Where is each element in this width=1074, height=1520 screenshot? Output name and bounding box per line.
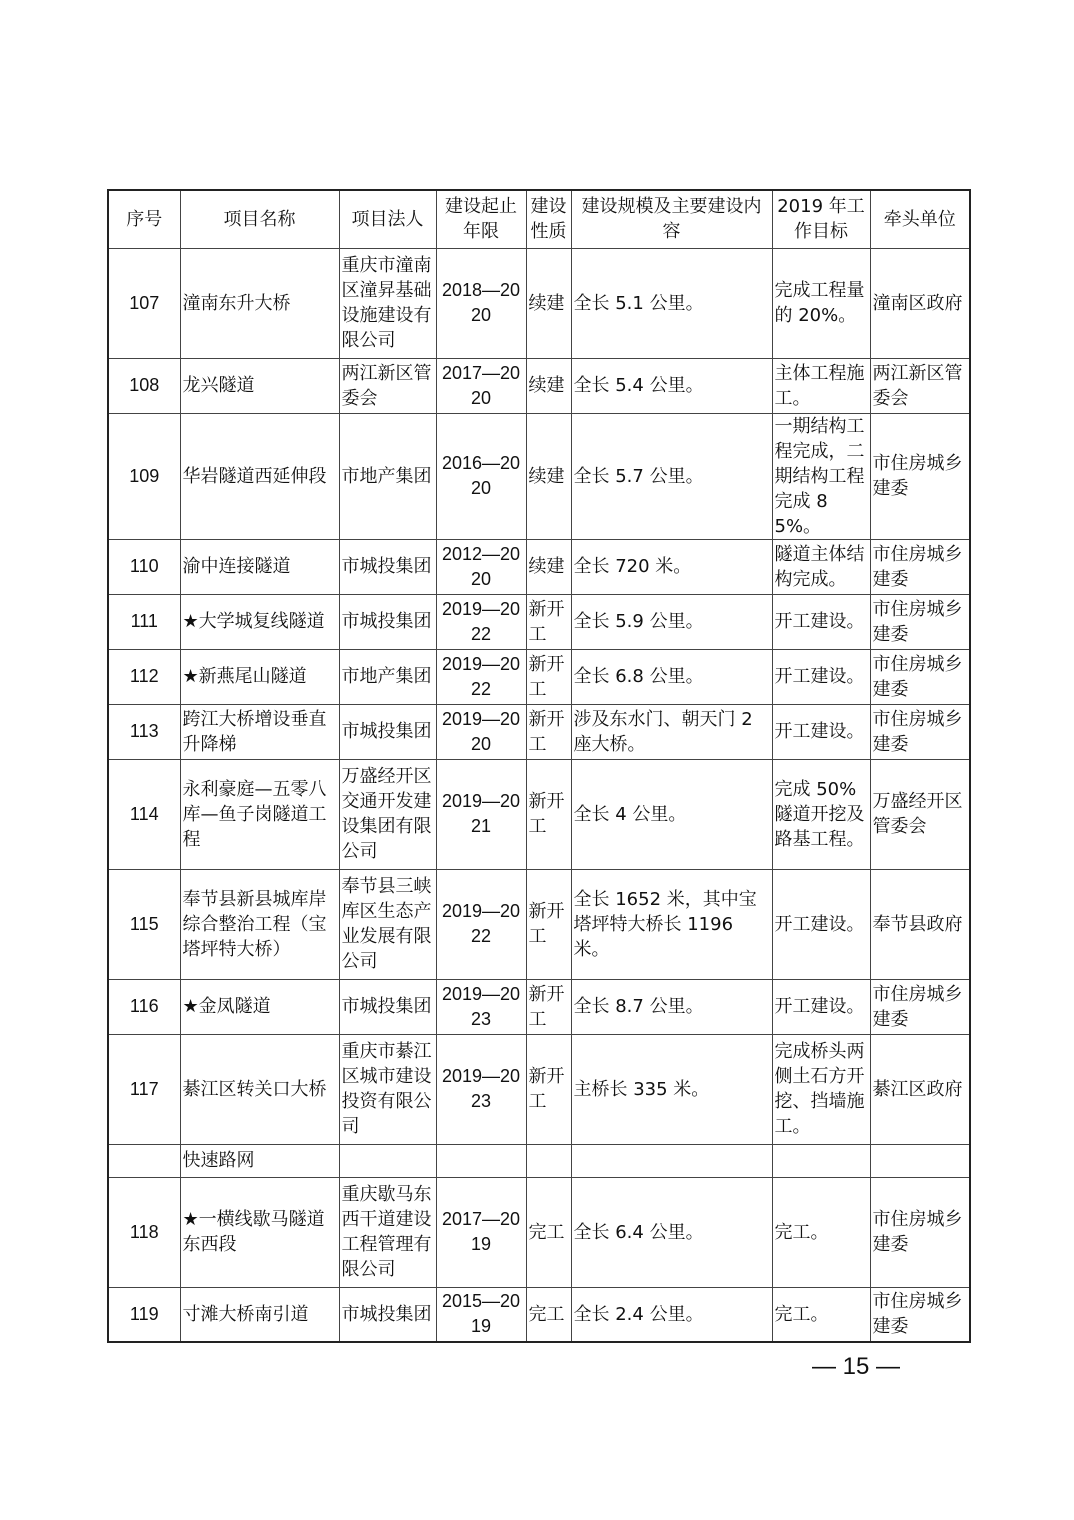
header-cell-name: 项目名称 [180,190,339,248]
cell-owner: 市城投集团 [339,704,436,759]
cell-type: 新开工 [526,594,571,649]
cell-owner: 万盛经开区交通开发建设集团有限公司 [339,759,436,869]
cell-years: 2015—2019 [436,1287,526,1342]
cell-lead: 市住房城乡建委 [870,413,970,539]
project-table [107,189,971,1343]
cell-type [526,1144,571,1177]
cell-goal [772,1144,870,1177]
table-row [108,1177,970,1287]
cell-name: ★金凤隧道 [180,979,339,1034]
cell-name: 綦江区转关口大桥 [180,1034,339,1144]
table-row [108,1287,970,1342]
cell-goal: 完成工程量的 20%。 [772,248,870,358]
cell-goal: 开工建设。 [772,594,870,649]
header-cell-years: 建设起止年限 [436,190,526,248]
header-cell-owner: 项目法人 [339,190,436,248]
cell-type: 新开工 [526,1034,571,1144]
table-row [108,649,970,704]
cell-scope: 主桥长 335 米。 [571,1034,772,1144]
cell-name: 奉节县新县城库岸综合整治工程（宝塔坪特大桥） [180,869,339,979]
cell-type: 完工 [526,1177,571,1287]
cell-goal: 开工建设。 [772,704,870,759]
table-row [108,1144,970,1177]
cell-lead: 市住房城乡建委 [870,1287,970,1342]
cell-years: 2019—2022 [436,594,526,649]
cell-goal: 完工。 [772,1287,870,1342]
cell-no: 116 [108,979,180,1034]
cell-lead: 市住房城乡建委 [870,594,970,649]
cell-goal: 完成 50%隧道开挖及路基工程。 [772,759,870,869]
page-number: — 15 — [811,1353,901,1380]
cell-lead: 潼南区政府 [870,248,970,358]
header-cell-no: 序号 [108,190,180,248]
table-row [108,704,970,759]
cell-lead: 綦江区政府 [870,1034,970,1144]
cell-years: 2016—2020 [436,413,526,539]
cell-lead: 市住房城乡建委 [870,704,970,759]
cell-no: 107 [108,248,180,358]
cell-scope: 全长 2.4 公里。 [571,1287,772,1342]
cell-years: 2017—2020 [436,358,526,413]
cell-no: 110 [108,539,180,594]
table-row [108,869,970,979]
cell-owner: 重庆歇马东西干道建设工程管理有限公司 [339,1177,436,1287]
cell-owner [339,1144,436,1177]
cell-years: 2012—2020 [436,539,526,594]
cell-scope: 全长 5.7 公里。 [571,413,772,539]
table-row [108,539,970,594]
cell-owner: 市城投集团 [339,979,436,1034]
cell-lead [870,1144,970,1177]
cell-goal: 完工。 [772,1177,870,1287]
table-row [108,759,970,869]
cell-owner: 重庆市潼南区潼昇基础设施建设有限公司 [339,248,436,358]
cell-owner: 市地产集团 [339,413,436,539]
table-row [108,413,970,539]
cell-owner: 重庆市綦江区城市建设投资有限公司 [339,1034,436,1144]
cell-goal: 开工建设。 [772,979,870,1034]
cell-type: 新开工 [526,704,571,759]
cell-lead: 市住房城乡建委 [870,539,970,594]
table-row [108,1034,970,1144]
cell-name: 跨江大桥增设垂直升降梯 [180,704,339,759]
table-row [108,248,970,358]
cell-owner: 市城投集团 [339,539,436,594]
cell-owner: 市城投集团 [339,594,436,649]
cell-scope: 全长 8.7 公里。 [571,979,772,1034]
cell-scope: 全长 5.4 公里。 [571,358,772,413]
cell-name: 永利豪庭—五零八库—鱼子岗隧道工程 [180,759,339,869]
cell-scope [571,1144,772,1177]
cell-goal: 隧道主体结构完成。 [772,539,870,594]
cell-no [108,1144,180,1177]
header-cell-scope: 建设规模及主要建设内容 [571,190,772,248]
cell-years [436,1144,526,1177]
cell-type: 完工 [526,1287,571,1342]
cell-name: 快速路网 [180,1144,339,1177]
cell-goal: 开工建设。 [772,649,870,704]
cell-type: 新开工 [526,979,571,1034]
cell-name: 寸滩大桥南引道 [180,1287,339,1342]
cell-type: 续建 [526,358,571,413]
cell-years: 2019—2022 [436,869,526,979]
cell-owner: 市城投集团 [339,1287,436,1342]
cell-owner: 两江新区管委会 [339,358,436,413]
cell-years: 2019—2020 [436,704,526,759]
cell-years: 2019—2021 [436,759,526,869]
cell-no: 109 [108,413,180,539]
cell-type: 续建 [526,413,571,539]
cell-scope: 全长 720 米。 [571,539,772,594]
cell-no: 108 [108,358,180,413]
cell-no: 115 [108,869,180,979]
cell-owner: 奉节县三峡库区生态产业发展有限公司 [339,869,436,979]
cell-name: 龙兴隧道 [180,358,339,413]
cell-owner: 市地产集团 [339,649,436,704]
cell-name: 渝中连接隧道 [180,539,339,594]
cell-type: 新开工 [526,759,571,869]
cell-years: 2019—2023 [436,1034,526,1144]
cell-scope: 全长 5.9 公里。 [571,594,772,649]
cell-years: 2018—2020 [436,248,526,358]
cell-goal: 开工建设。 [772,869,870,979]
cell-goal: 主体工程施工。 [772,358,870,413]
cell-type: 新开工 [526,869,571,979]
cell-no: 118 [108,1177,180,1287]
cell-lead: 两江新区管委会 [870,358,970,413]
cell-type: 续建 [526,248,571,358]
cell-type: 新开工 [526,649,571,704]
cell-scope: 全长 4 公里。 [571,759,772,869]
cell-scope: 全长 6.4 公里。 [571,1177,772,1287]
table-row [108,979,970,1034]
header-cell-lead: 牵头单位 [870,190,970,248]
header-cell-goal: 2019 年工作目标 [772,190,870,248]
cell-lead: 奉节县政府 [870,869,970,979]
cell-scope: 全长 1652 米，其中宝塔坪特大桥长 1196 米。 [571,869,772,979]
cell-name: 潼南东升大桥 [180,248,339,358]
cell-lead: 市住房城乡建委 [870,979,970,1034]
cell-no: 111 [108,594,180,649]
cell-no: 119 [108,1287,180,1342]
cell-scope: 全长 5.1 公里。 [571,248,772,358]
cell-scope: 全长 6.8 公里。 [571,649,772,704]
cell-years: 2019—2022 [436,649,526,704]
cell-lead: 万盛经开区管委会 [870,759,970,869]
cell-no: 113 [108,704,180,759]
cell-name: ★一横线歇马隧道东西段 [180,1177,339,1287]
cell-no: 112 [108,649,180,704]
cell-goal: 一期结构工程完成，二期结构工程完成 85%。 [772,413,870,539]
cell-name: ★新燕尾山隧道 [180,649,339,704]
cell-scope: 涉及东水门、朝天门 2 座大桥。 [571,704,772,759]
table-body [108,248,970,1342]
table-row [108,594,970,649]
header-cell-type: 建设性质 [526,190,571,248]
header-row [108,190,970,248]
cell-no: 114 [108,759,180,869]
cell-type: 续建 [526,539,571,594]
cell-name: ★大学城复线隧道 [180,594,339,649]
cell-years: 2019—2023 [436,979,526,1034]
cell-no: 117 [108,1034,180,1144]
cell-goal: 完成桥头两侧土石方开挖、挡墙施工。 [772,1034,870,1144]
cell-years: 2017—2019 [436,1177,526,1287]
cell-lead: 市住房城乡建委 [870,649,970,704]
cell-lead: 市住房城乡建委 [870,1177,970,1287]
cell-name: 华岩隧道西延伸段 [180,413,339,539]
table-row [108,358,970,413]
